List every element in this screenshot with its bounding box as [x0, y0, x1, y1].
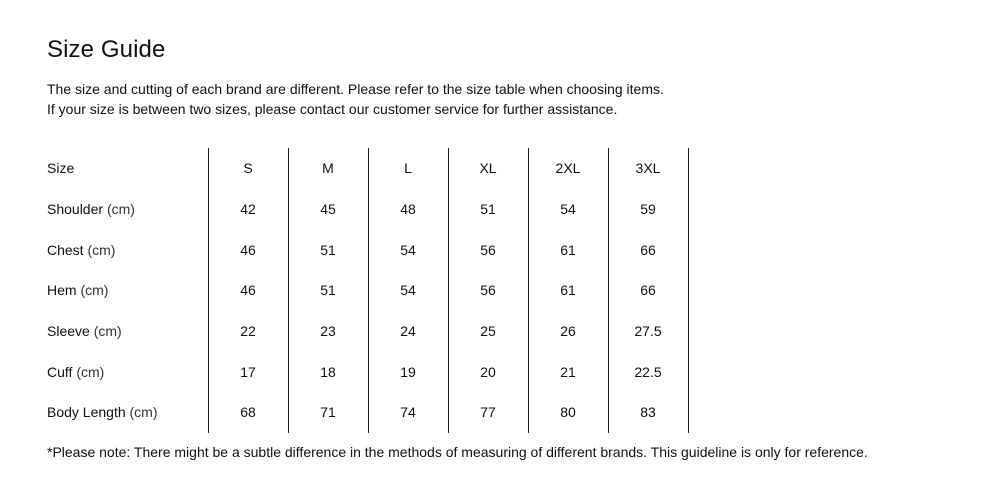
page-title: Size Guide [47, 36, 166, 63]
row-label [47, 392, 208, 433]
row-label [47, 229, 208, 270]
table-cell: 68 [208, 392, 288, 433]
size-header-m: M [288, 148, 368, 189]
table-row-sleeve [47, 311, 688, 352]
row-label-name: Shoulder [47, 201, 104, 218]
table-cell: 20 [448, 351, 528, 392]
table-cell: 27.5 [608, 311, 688, 352]
table-cell: 66 [608, 270, 688, 311]
size-header-s: S [208, 148, 288, 189]
table-cell: 54 [368, 229, 448, 270]
row-label [47, 189, 208, 230]
intro-line-1: The size and cutting of each brand are different. Please refer to the size table when choosing items. [47, 81, 664, 97]
table-cell: 61 [528, 229, 608, 270]
table-cell: 54 [528, 189, 608, 230]
table-cell: 22.5 [608, 351, 688, 392]
row-label [47, 351, 208, 392]
row-label-name: Body Length [47, 404, 126, 421]
table-cell: 46 [208, 270, 288, 311]
row-label-unit: (cm) [76, 363, 105, 380]
table-cell: 66 [608, 229, 688, 270]
table-cell: 71 [288, 392, 368, 433]
table-row-body-length [47, 392, 688, 433]
size-header-2xl: 2XL [528, 148, 608, 189]
table-cell: 51 [288, 270, 368, 311]
table-cell: 77 [448, 392, 528, 433]
table-cell: 46 [208, 229, 288, 270]
size-table [47, 148, 689, 433]
table-row-shoulder [47, 189, 688, 230]
table-cell: 80 [528, 392, 608, 433]
table-cell: 51 [288, 229, 368, 270]
table-cell: 21 [528, 351, 608, 392]
table-cell: 56 [448, 270, 528, 311]
table-cell: 61 [528, 270, 608, 311]
row-label-unit: (cm) [93, 323, 122, 340]
intro-text [47, 79, 664, 119]
table-cell: 51 [448, 189, 528, 230]
row-label-unit: (cm) [87, 241, 116, 258]
size-header-3xl: 3XL [608, 148, 688, 189]
row-label-name: Chest [47, 241, 84, 258]
table-cell: 26 [528, 311, 608, 352]
row-label-unit: (cm) [129, 404, 158, 421]
table-cell: 74 [368, 392, 448, 433]
size-header-xl: XL [448, 148, 528, 189]
table-row-chest [47, 229, 688, 270]
size-header-row [47, 148, 688, 189]
row-label-name: Sleeve [47, 323, 90, 340]
table-row-cuff [47, 351, 688, 392]
intro-line-2: If your size is between two sizes, please contact our customer service for further assistance. [47, 101, 618, 117]
table-cell: 42 [208, 189, 288, 230]
row-label-name: Cuff [47, 363, 73, 380]
table-cell: 56 [448, 229, 528, 270]
table-cell: 23 [288, 311, 368, 352]
row-label [47, 270, 208, 311]
table-cell: 59 [608, 189, 688, 230]
table-cell: 48 [368, 189, 448, 230]
size-header-l: L [368, 148, 448, 189]
table-row-hem [47, 270, 688, 311]
table-cell: 17 [208, 351, 288, 392]
table-cell: 45 [288, 189, 368, 230]
row-label-unit: (cm) [80, 282, 109, 299]
row-label-name: Hem [47, 282, 77, 299]
table-cell: 19 [368, 351, 448, 392]
row-label-unit: (cm) [106, 201, 135, 218]
table-cell: 18 [288, 351, 368, 392]
size-header-label: Size [47, 160, 75, 177]
table-cell: 83 [608, 392, 688, 433]
table-cell: 25 [448, 311, 528, 352]
table-cell: 24 [368, 311, 448, 352]
disclaimer-note: *Please note: There might be a subtle difference in the methods of measuring of different brands. This guideline is only for reference. [47, 444, 868, 460]
row-label [47, 311, 208, 352]
table-cell: 54 [368, 270, 448, 311]
table-cell: 22 [208, 311, 288, 352]
